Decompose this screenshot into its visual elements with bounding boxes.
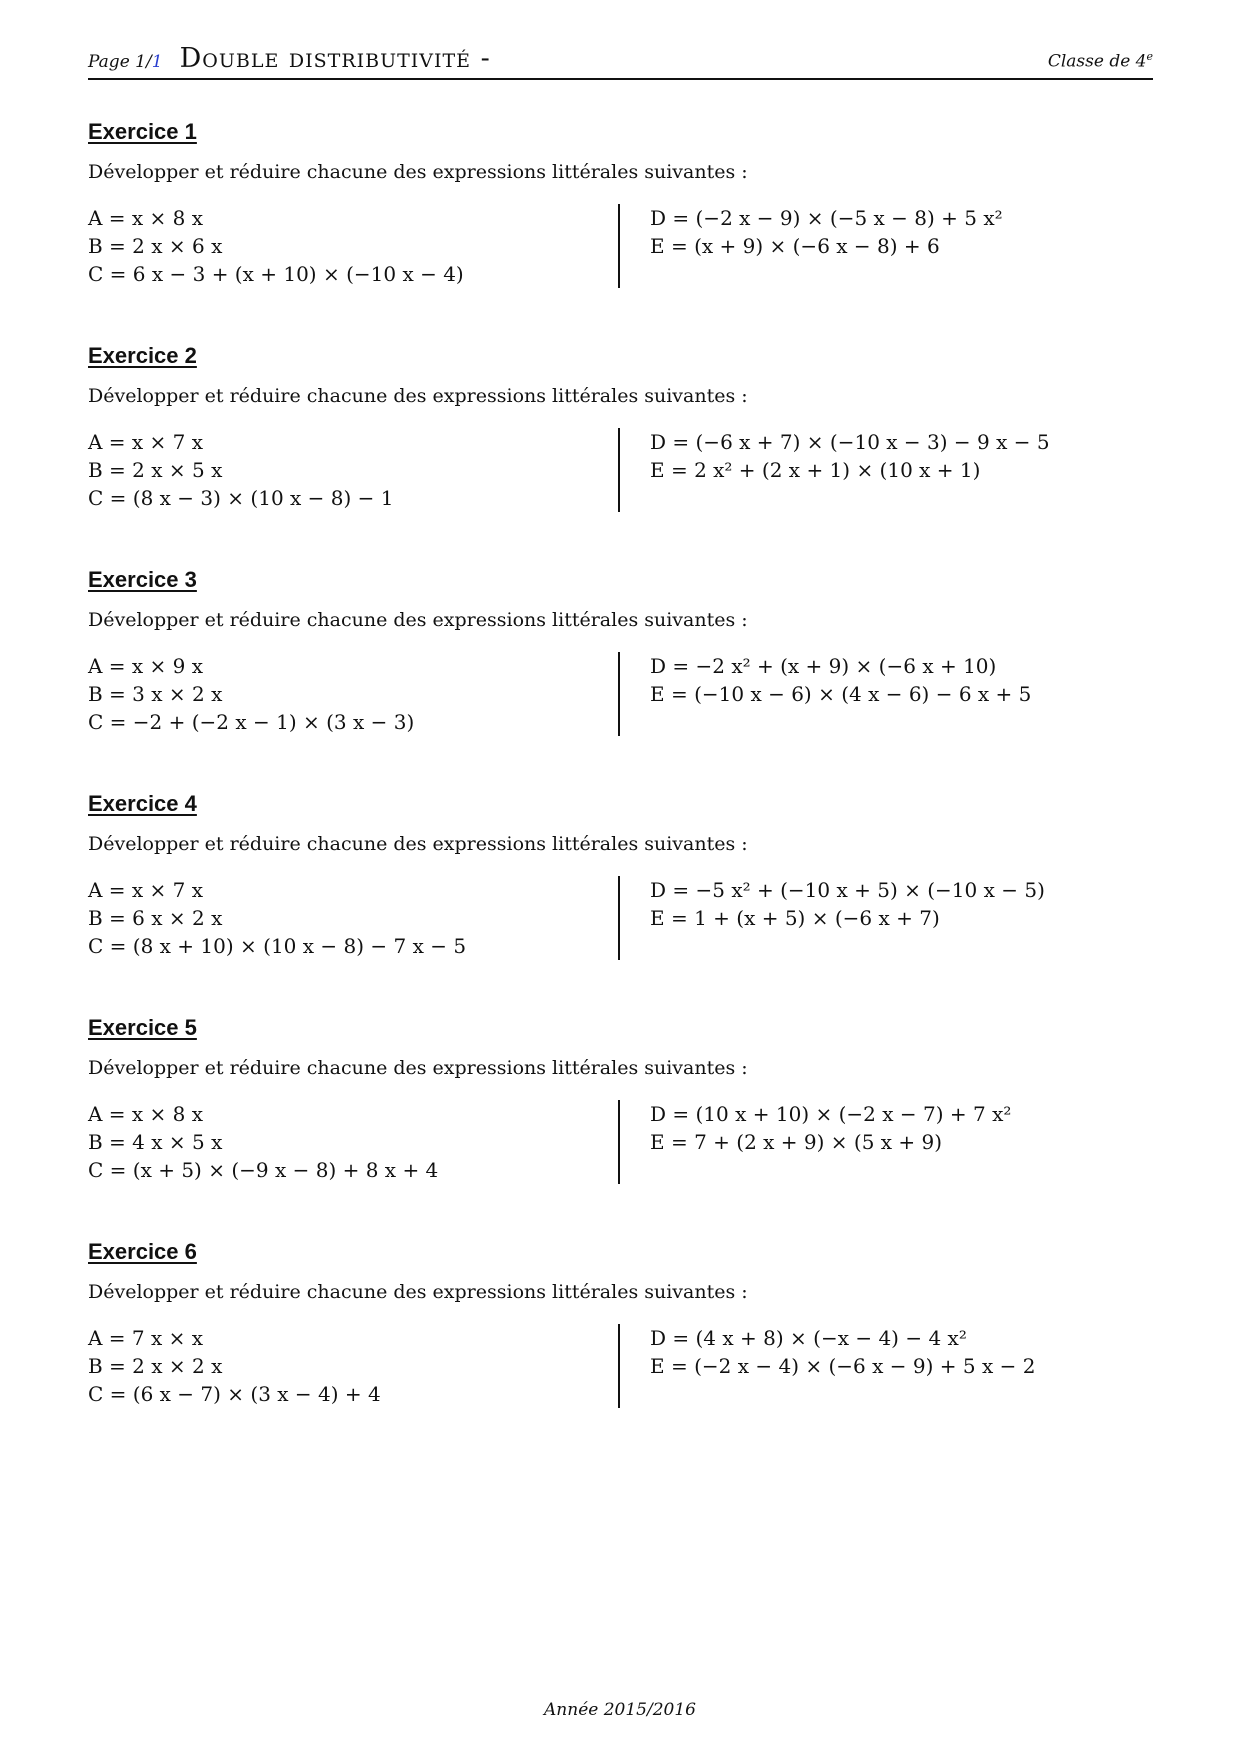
- expression-b: B = 2 x × 6 x: [88, 234, 223, 258]
- exercise-title: Exercice 3: [88, 567, 197, 592]
- expression-d: D = −2 x² + (x + 9) × (−6 x + 10): [650, 654, 997, 678]
- exercise-title: Exercice 6: [88, 1239, 197, 1264]
- expression-a: A = x × 8 x: [88, 206, 204, 230]
- expressions-block: [88, 1100, 1153, 1184]
- header-left: [88, 43, 491, 74]
- exercise-2: [88, 342, 1153, 512]
- expression-d: D = (10 x + 10) × (−2 x − 7) + 7 x²: [650, 1102, 1012, 1126]
- class-label: [1048, 50, 1153, 72]
- expression-d: D = (−6 x + 7) × (−10 x − 3) − 9 x − 5: [650, 430, 1050, 454]
- exercise-title: Exercice 4: [88, 791, 197, 816]
- expressions-right-column: [650, 652, 1150, 708]
- page-header: [88, 44, 1153, 80]
- expression-c: C = −2 + (−2 x − 1) × (3 x − 3): [88, 710, 415, 734]
- expression-c: C = 6 x − 3 + (x + 10) × (−10 x − 4): [88, 262, 464, 286]
- expression-a: A = x × 9 x: [88, 654, 204, 678]
- column-divider: [618, 876, 620, 960]
- exercise-1: [88, 118, 1153, 288]
- document-title: Double distributivité -: [179, 43, 491, 74]
- expressions-left-column: [88, 428, 608, 512]
- exercise-5: [88, 1014, 1153, 1184]
- expression-e: E = (−10 x − 6) × (4 x − 6) − 6 x + 5: [650, 682, 1032, 706]
- exercise-6: [88, 1238, 1153, 1408]
- exercise-instruction: Développer et réduire chacune des expressions littérales suivantes :: [88, 1057, 748, 1079]
- exercise-instruction: Développer et réduire chacune des expressions littérales suivantes :: [88, 833, 748, 855]
- exercise-instruction: Développer et réduire chacune des expressions littérales suivantes :: [88, 161, 748, 183]
- exercise-instruction: Développer et réduire chacune des expressions littérales suivantes :: [88, 1281, 748, 1303]
- expression-b: B = 4 x × 5 x: [88, 1130, 223, 1154]
- expressions-left-column: [88, 652, 608, 736]
- expression-d: D = (−2 x − 9) × (−5 x − 8) + 5 x²: [650, 206, 1003, 230]
- column-divider: [618, 652, 620, 736]
- expression-b: B = 2 x × 5 x: [88, 458, 223, 482]
- expression-a: A = x × 7 x: [88, 430, 204, 454]
- exercise-3: [88, 566, 1153, 736]
- expressions-right-column: [650, 428, 1150, 484]
- expression-e: E = 7 + (2 x + 9) × (5 x + 9): [650, 1130, 943, 1154]
- exercise-instruction: Développer et réduire chacune des expressions littérales suivantes :: [88, 385, 748, 407]
- expression-c: C = (8 x − 3) × (10 x − 8) − 1: [88, 486, 394, 510]
- expression-b: B = 2 x × 2 x: [88, 1354, 223, 1378]
- expressions-block: [88, 1324, 1153, 1408]
- expression-c: C = (8 x + 10) × (10 x − 8) − 7 x − 5: [88, 934, 467, 958]
- expression-c: C = (x + 5) × (−9 x − 8) + 8 x + 4: [88, 1158, 439, 1182]
- expressions-block: [88, 428, 1153, 512]
- page-label: Page 1/: [88, 52, 152, 72]
- expressions-right-column: [650, 204, 1150, 260]
- expression-c: C = (6 x − 7) × (3 x − 4) + 4: [88, 1382, 381, 1406]
- expression-b: B = 6 x × 2 x: [88, 906, 223, 930]
- expression-e: E = 1 + (x + 5) × (−6 x + 7): [650, 906, 940, 930]
- expressions-block: [88, 652, 1153, 736]
- exercise-4: [88, 790, 1153, 960]
- expression-d: D = (4 x + 8) × (−x − 4) − 4 x²: [650, 1326, 967, 1350]
- expression-d: D = −5 x² + (−10 x + 5) × (−10 x − 5): [650, 878, 1045, 902]
- expression-e: E = (−2 x − 4) × (−6 x − 9) + 5 x − 2: [650, 1354, 1036, 1378]
- exercise-title: Exercice 1: [88, 119, 197, 144]
- expression-b: B = 3 x × 2 x: [88, 682, 223, 706]
- class-label-text: Classe de 4: [1047, 52, 1147, 72]
- column-divider: [618, 1100, 620, 1184]
- column-divider: [618, 1324, 620, 1408]
- expressions-block: [88, 204, 1153, 288]
- page-footer: Année 2015/2016: [544, 1700, 696, 1720]
- class-label-sup: e: [1146, 50, 1153, 64]
- column-divider: [618, 428, 620, 512]
- exercise-instruction: Développer et réduire chacune des expressions littérales suivantes :: [88, 609, 748, 631]
- expression-e: E = 2 x² + (2 x + 1) × (10 x + 1): [650, 458, 981, 482]
- expressions-left-column: [88, 1324, 608, 1408]
- exercise-title: Exercice 5: [88, 1015, 197, 1040]
- expressions-right-column: [650, 1324, 1150, 1380]
- expressions-left-column: [88, 204, 608, 288]
- expressions-right-column: [650, 1100, 1150, 1156]
- expression-e: E = (x + 9) × (−6 x − 8) + 6: [650, 234, 940, 258]
- exercise-title: Exercice 2: [88, 343, 197, 368]
- column-divider: [618, 204, 620, 288]
- expressions-right-column: [650, 876, 1150, 932]
- expressions-left-column: [88, 876, 608, 960]
- expressions-block: [88, 876, 1153, 960]
- expression-a: A = x × 8 x: [88, 1102, 204, 1126]
- page-total-link[interactable]: 1: [151, 52, 163, 72]
- expression-a: A = x × 7 x: [88, 878, 204, 902]
- expressions-left-column: [88, 1100, 608, 1184]
- expression-a: A = 7 x × x: [88, 1326, 204, 1350]
